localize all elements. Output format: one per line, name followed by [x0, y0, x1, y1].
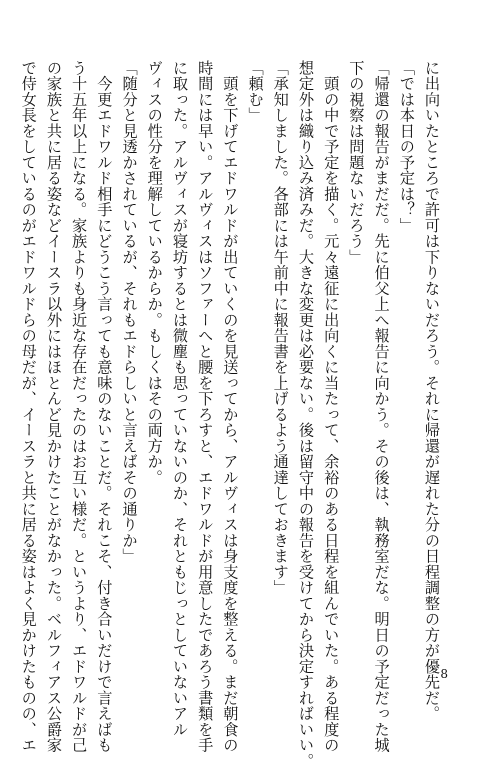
text-line: 「頼む」 [246, 60, 265, 123]
text-line: 下の視察は問題ないだろう」 [347, 60, 366, 265]
text-line: に出向いたところで許可は下りないだろう。それに帰還が遅れた分の日程調整の方が優先だ。 [423, 60, 441, 722]
text-line: 今更エドワルド相手にどうこう言っても意味のないことだ。それこそ、付き合いだけで言えばも [95, 60, 114, 753]
text-line: 「帰還の報告がまだだ。先に伯父上へ報告に向かう。その後は、執務室だな。明日の予定だった城 [372, 60, 391, 753]
text-line: で侍女長をしているのがエドワルドらの母だが、イースラと共に居る姿はよく見かけたものの、エ [19, 60, 38, 753]
text-line: 想定外は織り込み済みだ。大きな変更は必要ない。後は留守中の報告を受けてから決定すればいい。 [296, 60, 315, 769]
text-line: の家族と共に居る姿などイースラ以外にはほとんど見かけたことがなかった。ベルフィアス公爵家 [44, 60, 63, 753]
text-line: 「随分と見透かされているが、それもエドらしいと言えばその通りか」 [120, 60, 139, 564]
page-number: 8 [440, 667, 448, 681]
text-line: 時間には早い。アルヴィスはソファーへと腰を下ろすと、エドワルドが用意したであろう書類を手 [196, 60, 215, 753]
vertical-text-body [16, 60, 444, 769]
text-line: 「承知しました。各部には午前中に報告書を上げるよう通達しておきます」 [271, 60, 290, 596]
text-line: 「では本日の予定は？」 [397, 60, 416, 234]
text-line: 頭の中で予定を描く。元々遠征に出向くに当たって、余裕のある日程を組んでいた。ある程度の [322, 60, 341, 753]
text-line: う十五年以上になる。家族よりも身近な存在だったのはお互い様だ。というより、エドワルドが己 [70, 60, 89, 753]
text-line: ヴィスの性分を理解しているからか。もしくはその両方か。 [145, 60, 164, 486]
text-line: に取った。アルヴィスが寝坊するとは微塵も思っていないのか、それともじっとしていないアル [170, 60, 189, 738]
text-line: 頭を下げてエドワルドが出ていくのを見送ってから、アルヴィスは身支度を整える。まだ朝食の [221, 60, 240, 753]
